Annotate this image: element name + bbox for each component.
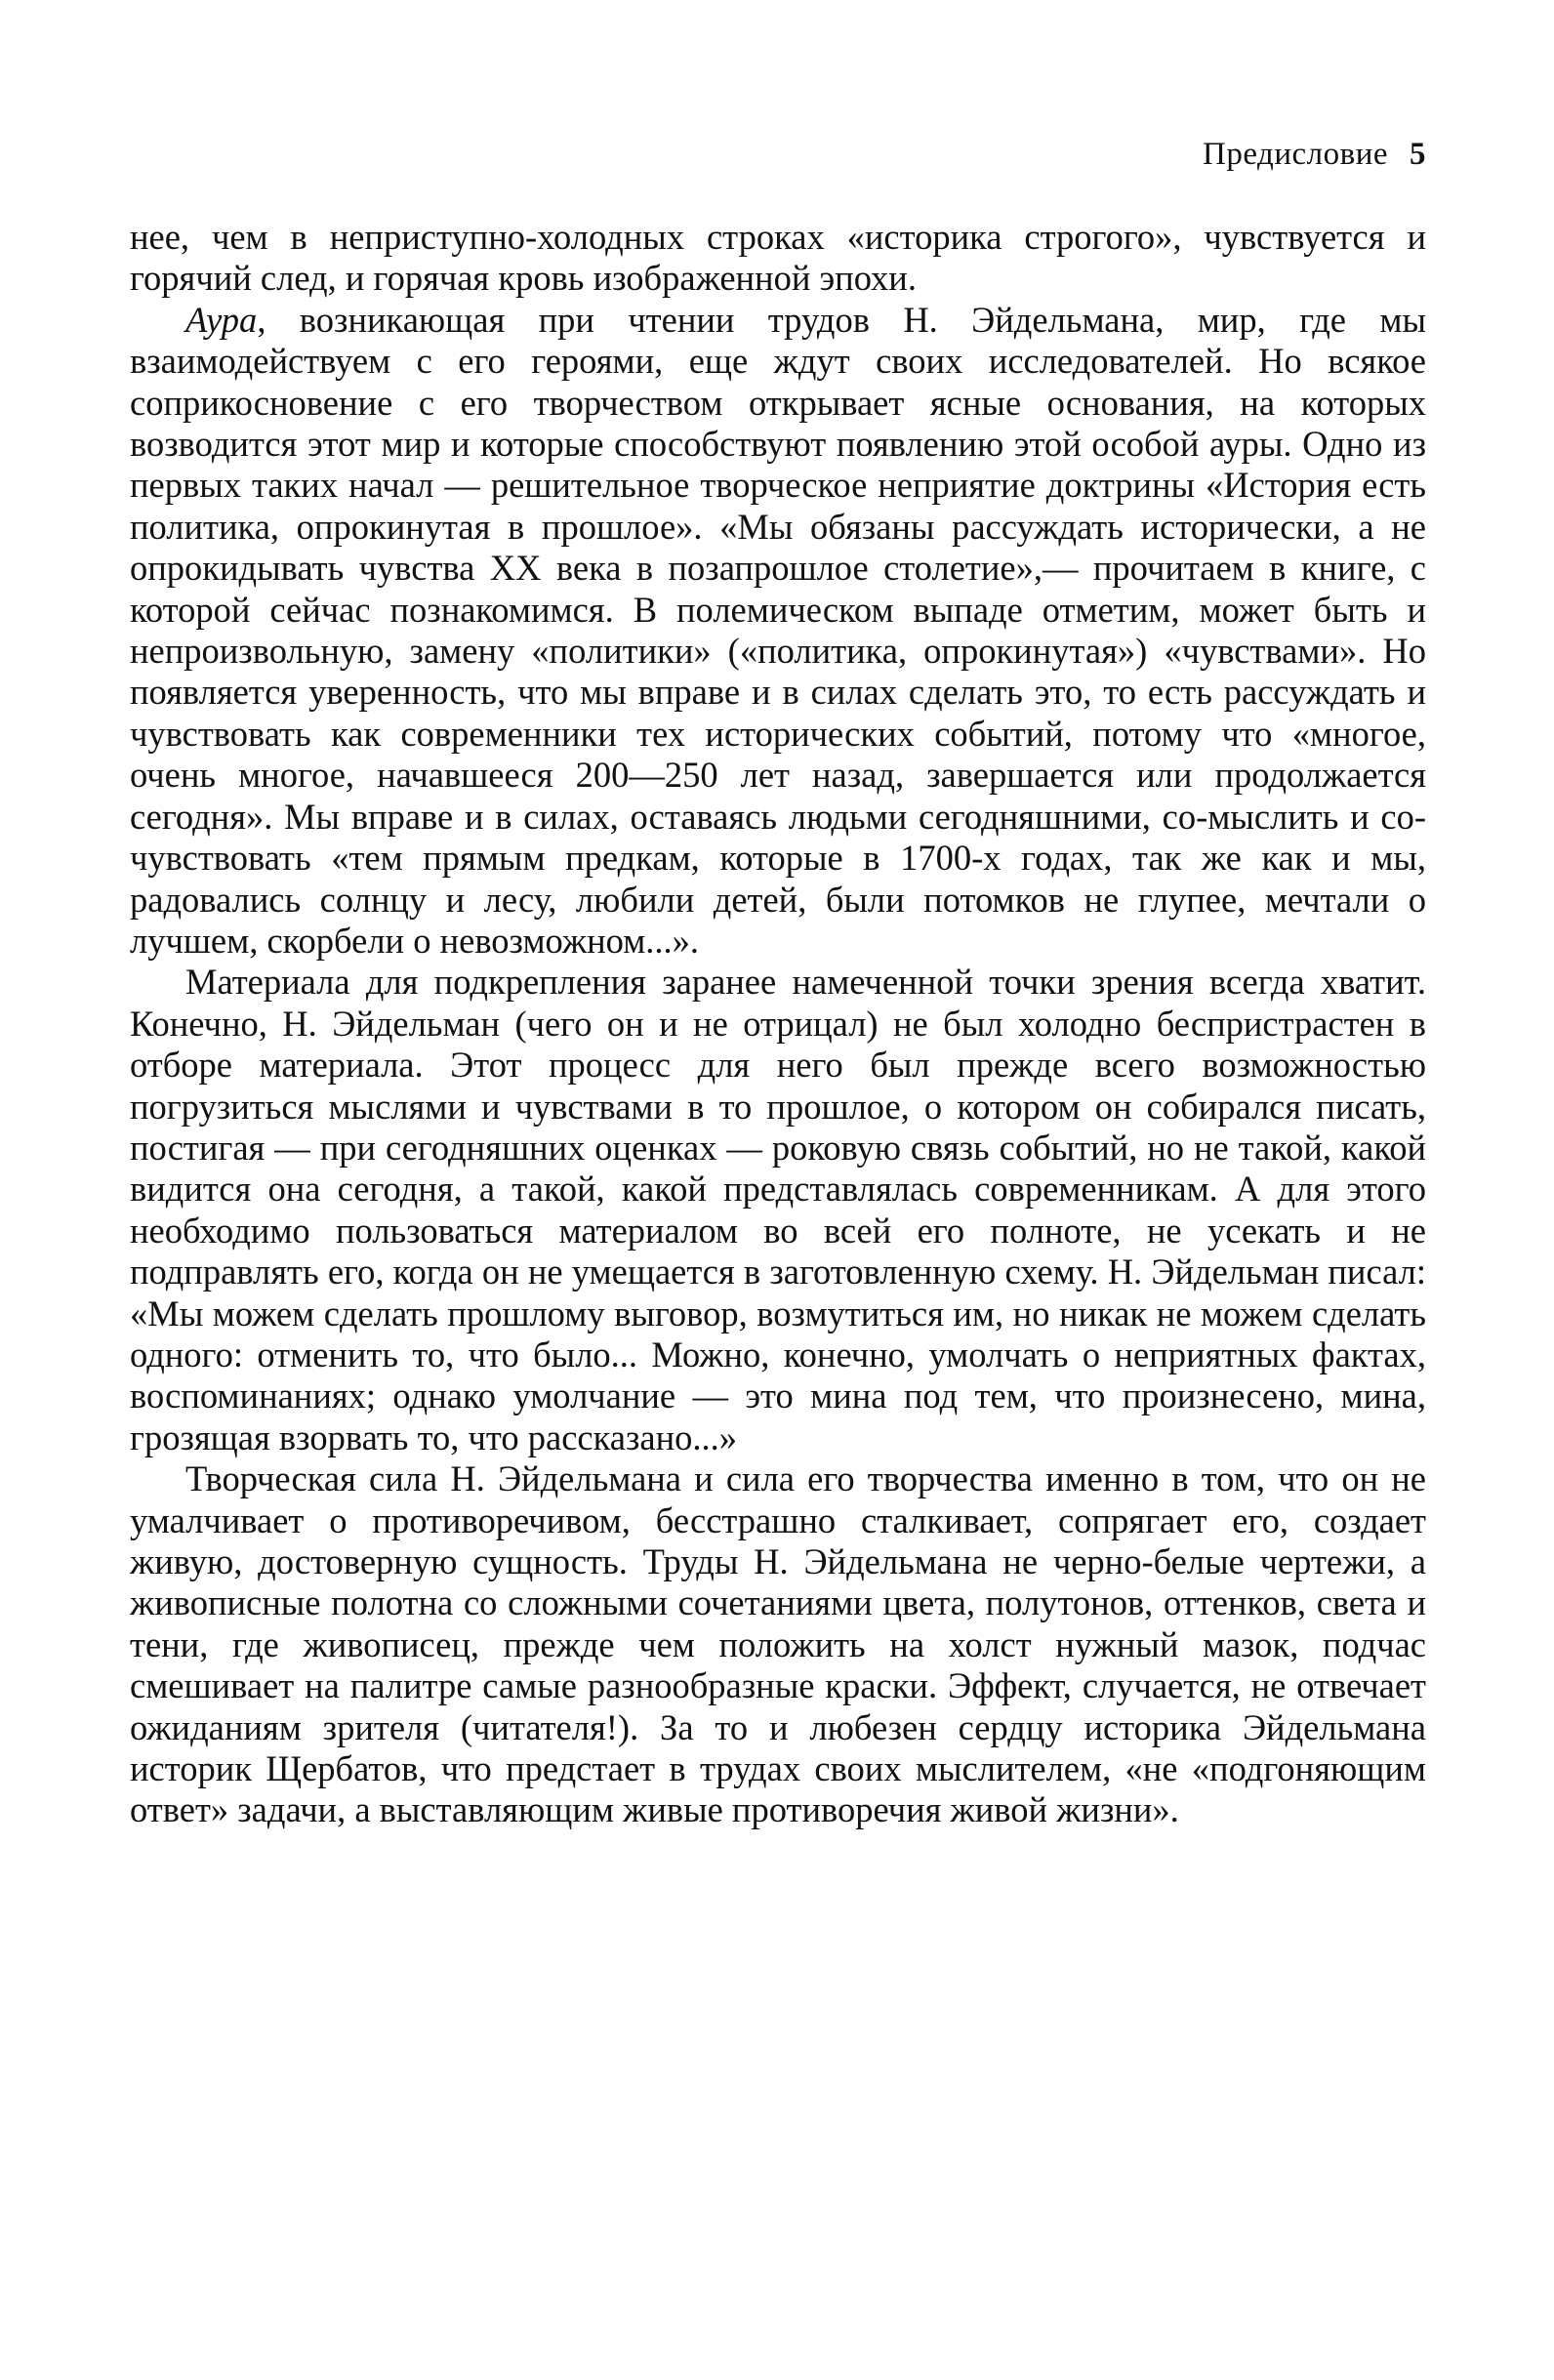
- paragraph-text: , возникающая при чтении трудов Н. Эйдельмана, мир, где мы взаимодействуем с его героями, еще ждут своих исследователей. Но всякое соприкосновение с его творчеством открывает ясные основания, на которых возводится этот мир и которые способствуют появлению этой особой ауры. Одно из первых таких начал — решительное творческое неприятие доктрины «История есть политика, опрокинутая в прошлое». «Мы обязаны рассуждать исторически, а не опрокидывать чувства XX века в позапрошлое столетие»,— прочитаем в книге, с которой сейчас познакомимся. В полемическом выпаде отметим, может быть и непроизвольную, замену «политики» («политика, опрокинутая») «чувствами». Но появляется уверенность, что мы вправе и в силах сделать это, то есть рассуждать и чувствовать как современники тех исторических событий, потому что «многое, очень многое, начавшееся 200—250 лет назад, завершается или продолжается сегодня». Мы вправе и в силах, оставаясь людьми сегодняшними, со-мыслить и со-чувствовать «тем прямым предкам, которые в 1700-х годах, так же как и мы, радовались солнцу и лесу, любили детей, были потомков не глупее, мечтали о лучшем, скорбели о невозможном...».: [130, 299, 1426, 961]
- paragraph-2: [130, 300, 1426, 963]
- paragraph-text: Материала для подкрепления заранее намеченной точки зрения всегда хватит. Конечно, Н. Эйдельман (чего он и не отрицал) не был холодно беспристрастен в отборе материала. Этот процесс для него был прежде всего возможностью погрузиться мыслями и чувствами в то прошлое, о котором он собирался писать, постигая — при сегодняшних оценках — роковую связь событий, но не такой, какой видится она сегодня, а такой, какой представлялась современникам. А для этого необходимо пользоваться материалом во всей его полноте, не усекать и не подправлять его, когда он не умещается в заготовленную схему. Н. Эйдельман писал: «Мы можем сделать прошлому выговор, возмутиться им, но никак не можем сделать одного: отменить то, что было... Можно, конечно, умолчать о неприятных фактах, воспоминаниях; однако умолчание — это мина под тем, что произнесено, мина, грозящая взорвать то, что рассказано...»: [130, 962, 1426, 1457]
- paragraph-lead-italic: Аура: [185, 299, 258, 340]
- body-text: [130, 217, 1426, 1831]
- paragraph-text: нее, чем в неприступно-холодных строках «историка строгого», чувствуется и горячий след, и горячая кровь изображенной эпохи.: [130, 217, 1426, 299]
- page-number: 5: [1410, 137, 1426, 172]
- paragraph-4: [130, 1458, 1426, 1831]
- paragraph-text: Творческая сила Н. Эйдельмана и сила его творчества именно в том, что он не умалчивает о противоречивом, бесстрашно сталкивает, сопрягает его, создает живую, достоверную сущность. Труды Н. Эйдельмана не черно-белые чертежи, а живописные полотна со сложными сочетаниями цвета, полутонов, оттенков, света и тени, где живописец, прежде чем положить на холст нужный мазок, подчас смешивает на палитре самые разнообразные краски. Эффект, случается, не отвечает ожиданиям зрителя (читателя!). За то и любезен сердцу историка Эйдельмана историк Щербатов, что предстает в трудах своих мыслителем, «не «подгоняющим ответ» задачи, а выставляющим живые противоречия живой жизни».: [130, 1458, 1426, 1830]
- running-head-title: Предисловие: [1203, 137, 1388, 172]
- paragraph-3: [130, 962, 1426, 1458]
- running-head: [130, 135, 1426, 174]
- paragraph-1: [130, 217, 1426, 300]
